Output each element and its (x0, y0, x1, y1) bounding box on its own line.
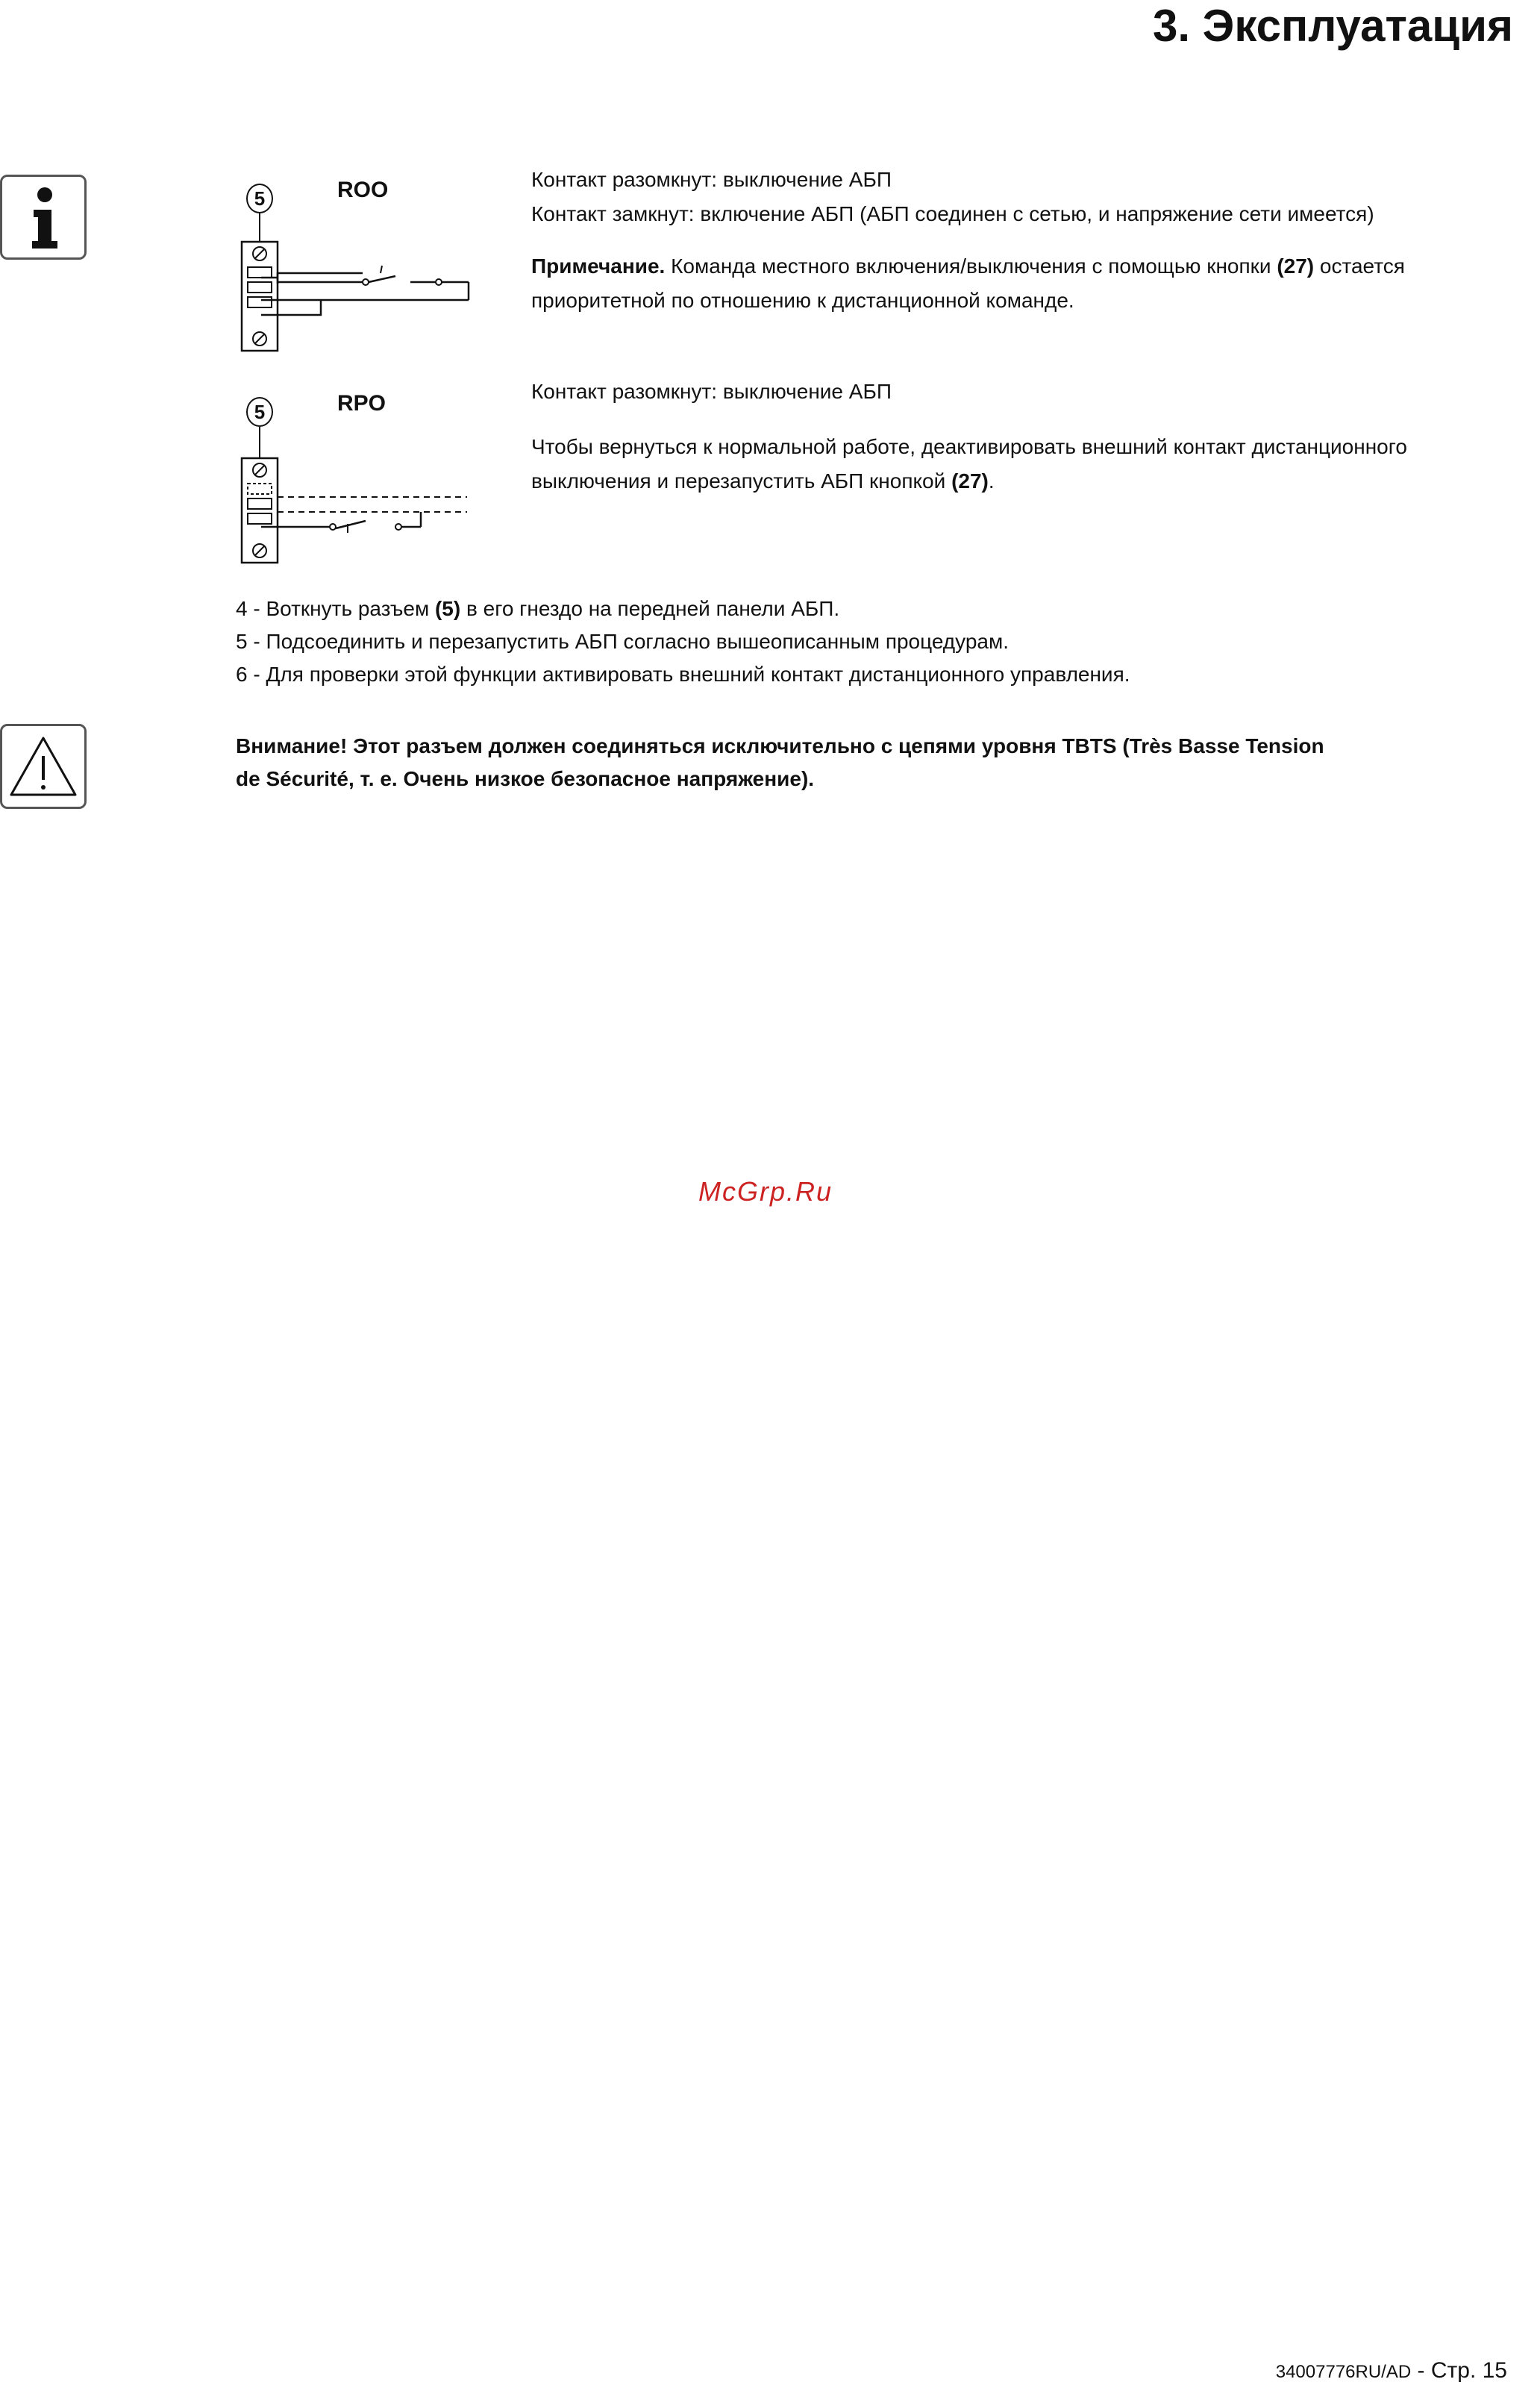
step-4 (236, 593, 1130, 625)
roo-wiring-diagram (224, 212, 478, 354)
rpo-line-3-ref: (27) (951, 469, 989, 493)
rpo-line-3-end: . (988, 469, 995, 493)
roo-note-text-a: Команда местного включения/выключения с помощью кнопки (665, 254, 1277, 278)
rpo-line-2: Чтобы вернуться к нормальной работе, деактивировать внешний контакт дистанционного (531, 435, 1407, 458)
rpo-connector-number: 5 (246, 397, 273, 427)
page-title: 3. Эксплуатация (1152, 1, 1513, 51)
roo-note (531, 249, 1405, 284)
step-4-ref: (5) (434, 597, 461, 620)
page-number: Стр. 15 (1430, 2358, 1507, 2383)
rpo-label: RPO (337, 391, 386, 416)
step-5: 5 - Подсоединить и перезапустить АБП согласно вышеописанным процедурам. (236, 630, 1009, 653)
step-4-text: 4 - Воткнуть разъем (236, 597, 435, 620)
rpo-line-3-text: выключения и перезапустить АБП кнопкой (531, 469, 952, 493)
warning-line-2: de Sécurité, т. е. Очень низкое безопасное напряжение). (236, 767, 815, 790)
roo-note-ref: (27) (1277, 254, 1315, 278)
roo-note-label: Примечание. (531, 254, 666, 278)
roo-line-2: Контакт замкнут: включение АБП (АБП соединен с сетью, и напряжение сети имеется) (531, 202, 1374, 225)
steps-list (236, 593, 1130, 691)
warning-text (236, 730, 1324, 796)
footer-separator: - (1411, 2358, 1431, 2383)
rpo-line-3 (531, 464, 1407, 498)
warning-triangle-icon (0, 724, 87, 809)
roo-label: ROO (337, 178, 389, 202)
rpo-description (531, 375, 1407, 498)
roo-note-line-2: приоритетной по отношению к дистанционной команде. (531, 289, 1074, 312)
page-footer (1276, 2358, 1507, 2384)
step-6: 6 - Для проверки этой функции активировать внешний контакт дистанционного управления. (236, 663, 1130, 686)
step-4-end: в его гнездо на передней панели АБП. (460, 597, 840, 620)
roo-description (531, 163, 1405, 318)
rpo-line-1: Контакт разомкнут: выключение АБП (531, 380, 892, 403)
info-icon (0, 175, 87, 260)
roo-line-1: Контакт разомкнут: выключение АБП (531, 168, 892, 191)
rpo-wiring-diagram (224, 425, 478, 567)
roo-connector-number: 5 (246, 184, 273, 213)
watermark: McGrp.Ru (698, 1176, 833, 1207)
doc-code: 34007776RU/AD (1275, 2362, 1412, 2382)
roo-note-text-b: остается (1314, 254, 1405, 278)
warning-line-1: Внимание! Этот разъем должен соединяться исключительно с цепями уровня TBTS (Très Basse Tension (236, 734, 1324, 757)
